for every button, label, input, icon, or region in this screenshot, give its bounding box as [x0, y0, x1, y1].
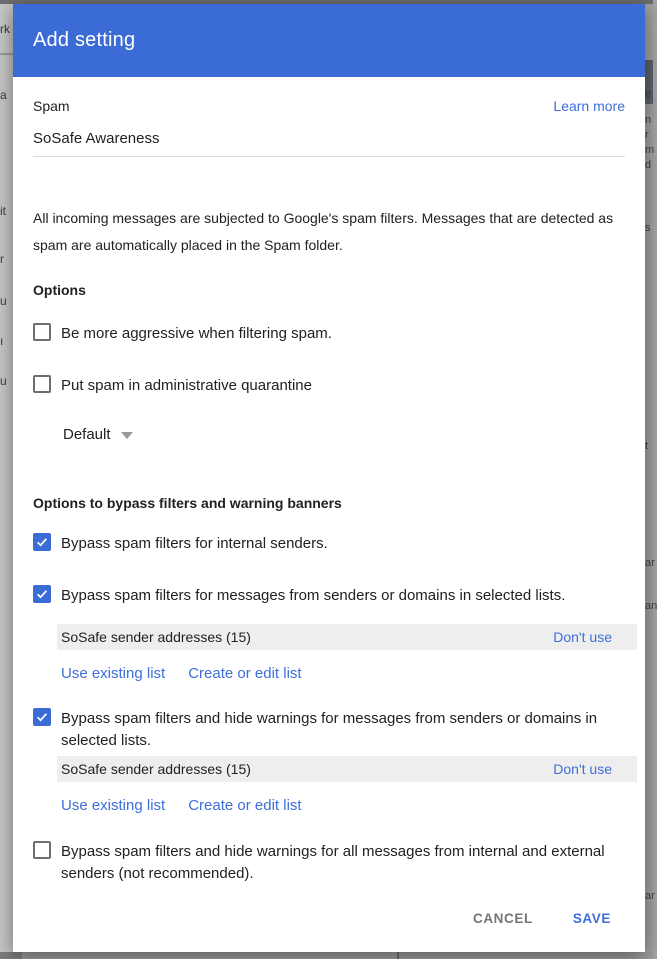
use-existing-list-link[interactable]: Use existing list: [61, 797, 166, 814]
backdrop-text-fragment: an: [645, 600, 657, 612]
backdrop-divider: [0, 53, 13, 55]
checkbox-row-hide-warnings: [33, 708, 625, 752]
bypass-options-heading: Options to bypass filters and warning banners: [33, 495, 342, 511]
dialog-footer: [33, 907, 625, 952]
backdrop-text-fragment: s: [645, 222, 651, 234]
backdrop-text-fragment: t: [645, 440, 649, 452]
backdrop-text-fragment: ar: [645, 557, 655, 569]
add-setting-dialog: [13, 4, 645, 952]
bypass-all-checkbox[interactable]: [33, 841, 51, 859]
spam-description-text: All incoming messages are subjected to Google's spam filters. Messages that are detected as spam are automatically placed in the Spam folder.: [33, 210, 614, 253]
approved-senders-list-row: [57, 624, 637, 650]
checkbox-label: Bypass spam filters for messages from senders or domains in selected lists.: [61, 587, 566, 604]
options-heading: Options: [33, 282, 86, 298]
checkbox-label: Bypass spam filters and hide warnings for all messages from internal and external senders (not recommended).: [61, 843, 605, 882]
backdrop-divider: [397, 952, 399, 959]
create-or-edit-list-link[interactable]: Create or edit list: [188, 665, 302, 682]
backdrop-shadow-block: [0, 952, 22, 959]
backdrop-text-fragment: rk: [0, 22, 10, 36]
dialog-header: [13, 4, 645, 77]
checkbox-row-bypass-all: [33, 841, 625, 885]
checkbox-label: Bypass spam filters and hide warnings for messages from senders or domains in selected lists.: [61, 710, 598, 749]
backdrop-text-fragment: u: [0, 294, 7, 308]
dont-use-link[interactable]: Don't use: [553, 761, 612, 777]
sender-list-name: SoSafe sender addresses (15): [61, 629, 251, 645]
backdrop-text-fragment: ar: [645, 890, 655, 902]
learn-more-link[interactable]: Learn more: [553, 98, 625, 114]
backdrop-left-strip: [0, 4, 13, 952]
backdrop-text-fragment: r: [645, 129, 649, 141]
dialog-title: Add setting: [33, 29, 136, 51]
use-existing-list-link[interactable]: Use existing list: [61, 665, 166, 682]
cancel-button[interactable]: CANCEL: [471, 907, 535, 930]
backdrop-text-fragment: u: [0, 374, 7, 388]
hide-warnings-list-row: [57, 756, 637, 782]
checkbox-row-internal-senders: [33, 533, 625, 555]
checkbox-label: Be more aggressive when filtering spam.: [61, 325, 332, 342]
dialog-body: [13, 77, 645, 952]
checkmark-icon: [35, 710, 49, 724]
backdrop-text-fragment: n: [645, 114, 652, 126]
setting-meta-row: [33, 98, 625, 114]
checkbox-row-approved-senders: [33, 585, 625, 607]
setting-name-input[interactable]: [33, 130, 625, 157]
quarantine-level-select[interactable]: [63, 426, 133, 443]
backdrop-text-fragment: d: [645, 159, 652, 171]
chevron-down-icon: [121, 432, 133, 439]
backdrop-text-fragment: ı: [0, 334, 4, 348]
checkmark-icon: [35, 535, 49, 549]
backdrop-right-strip: [645, 4, 657, 952]
admin-quarantine-checkbox[interactable]: [33, 375, 51, 393]
approved-senders-list-actions: [61, 665, 625, 682]
dont-use-link[interactable]: Don't use: [553, 629, 612, 645]
select-value: Default: [63, 426, 111, 443]
backdrop-text-fragment: m: [645, 144, 655, 156]
create-or-edit-list-link[interactable]: Create or edit list: [188, 797, 302, 814]
setting-type-label: Spam: [33, 98, 70, 114]
checkbox-row-aggressive: [33, 323, 625, 345]
backdrop-text-fragment: e: [645, 88, 652, 100]
hide-warnings-list-actions: [61, 797, 625, 814]
backdrop-text-fragment: it: [0, 204, 6, 218]
hide-warnings-checkbox[interactable]: [33, 708, 51, 726]
checkbox-row-quarantine: [33, 375, 625, 397]
sender-list-name: SoSafe sender addresses (15): [61, 761, 251, 777]
checkbox-label: Bypass spam filters for internal senders.: [61, 535, 328, 552]
checkbox-label: Put spam in administrative quarantine: [61, 377, 312, 394]
checkmark-icon: [35, 587, 49, 601]
backdrop-bottom-strip: [0, 952, 653, 959]
save-button[interactable]: SAVE: [571, 907, 613, 930]
internal-senders-checkbox[interactable]: [33, 533, 51, 551]
approved-senders-checkbox[interactable]: [33, 585, 51, 603]
backdrop-text-fragment: a: [0, 88, 7, 102]
aggressive-spam-checkbox[interactable]: [33, 323, 51, 341]
backdrop-text-fragment: r: [0, 252, 4, 266]
